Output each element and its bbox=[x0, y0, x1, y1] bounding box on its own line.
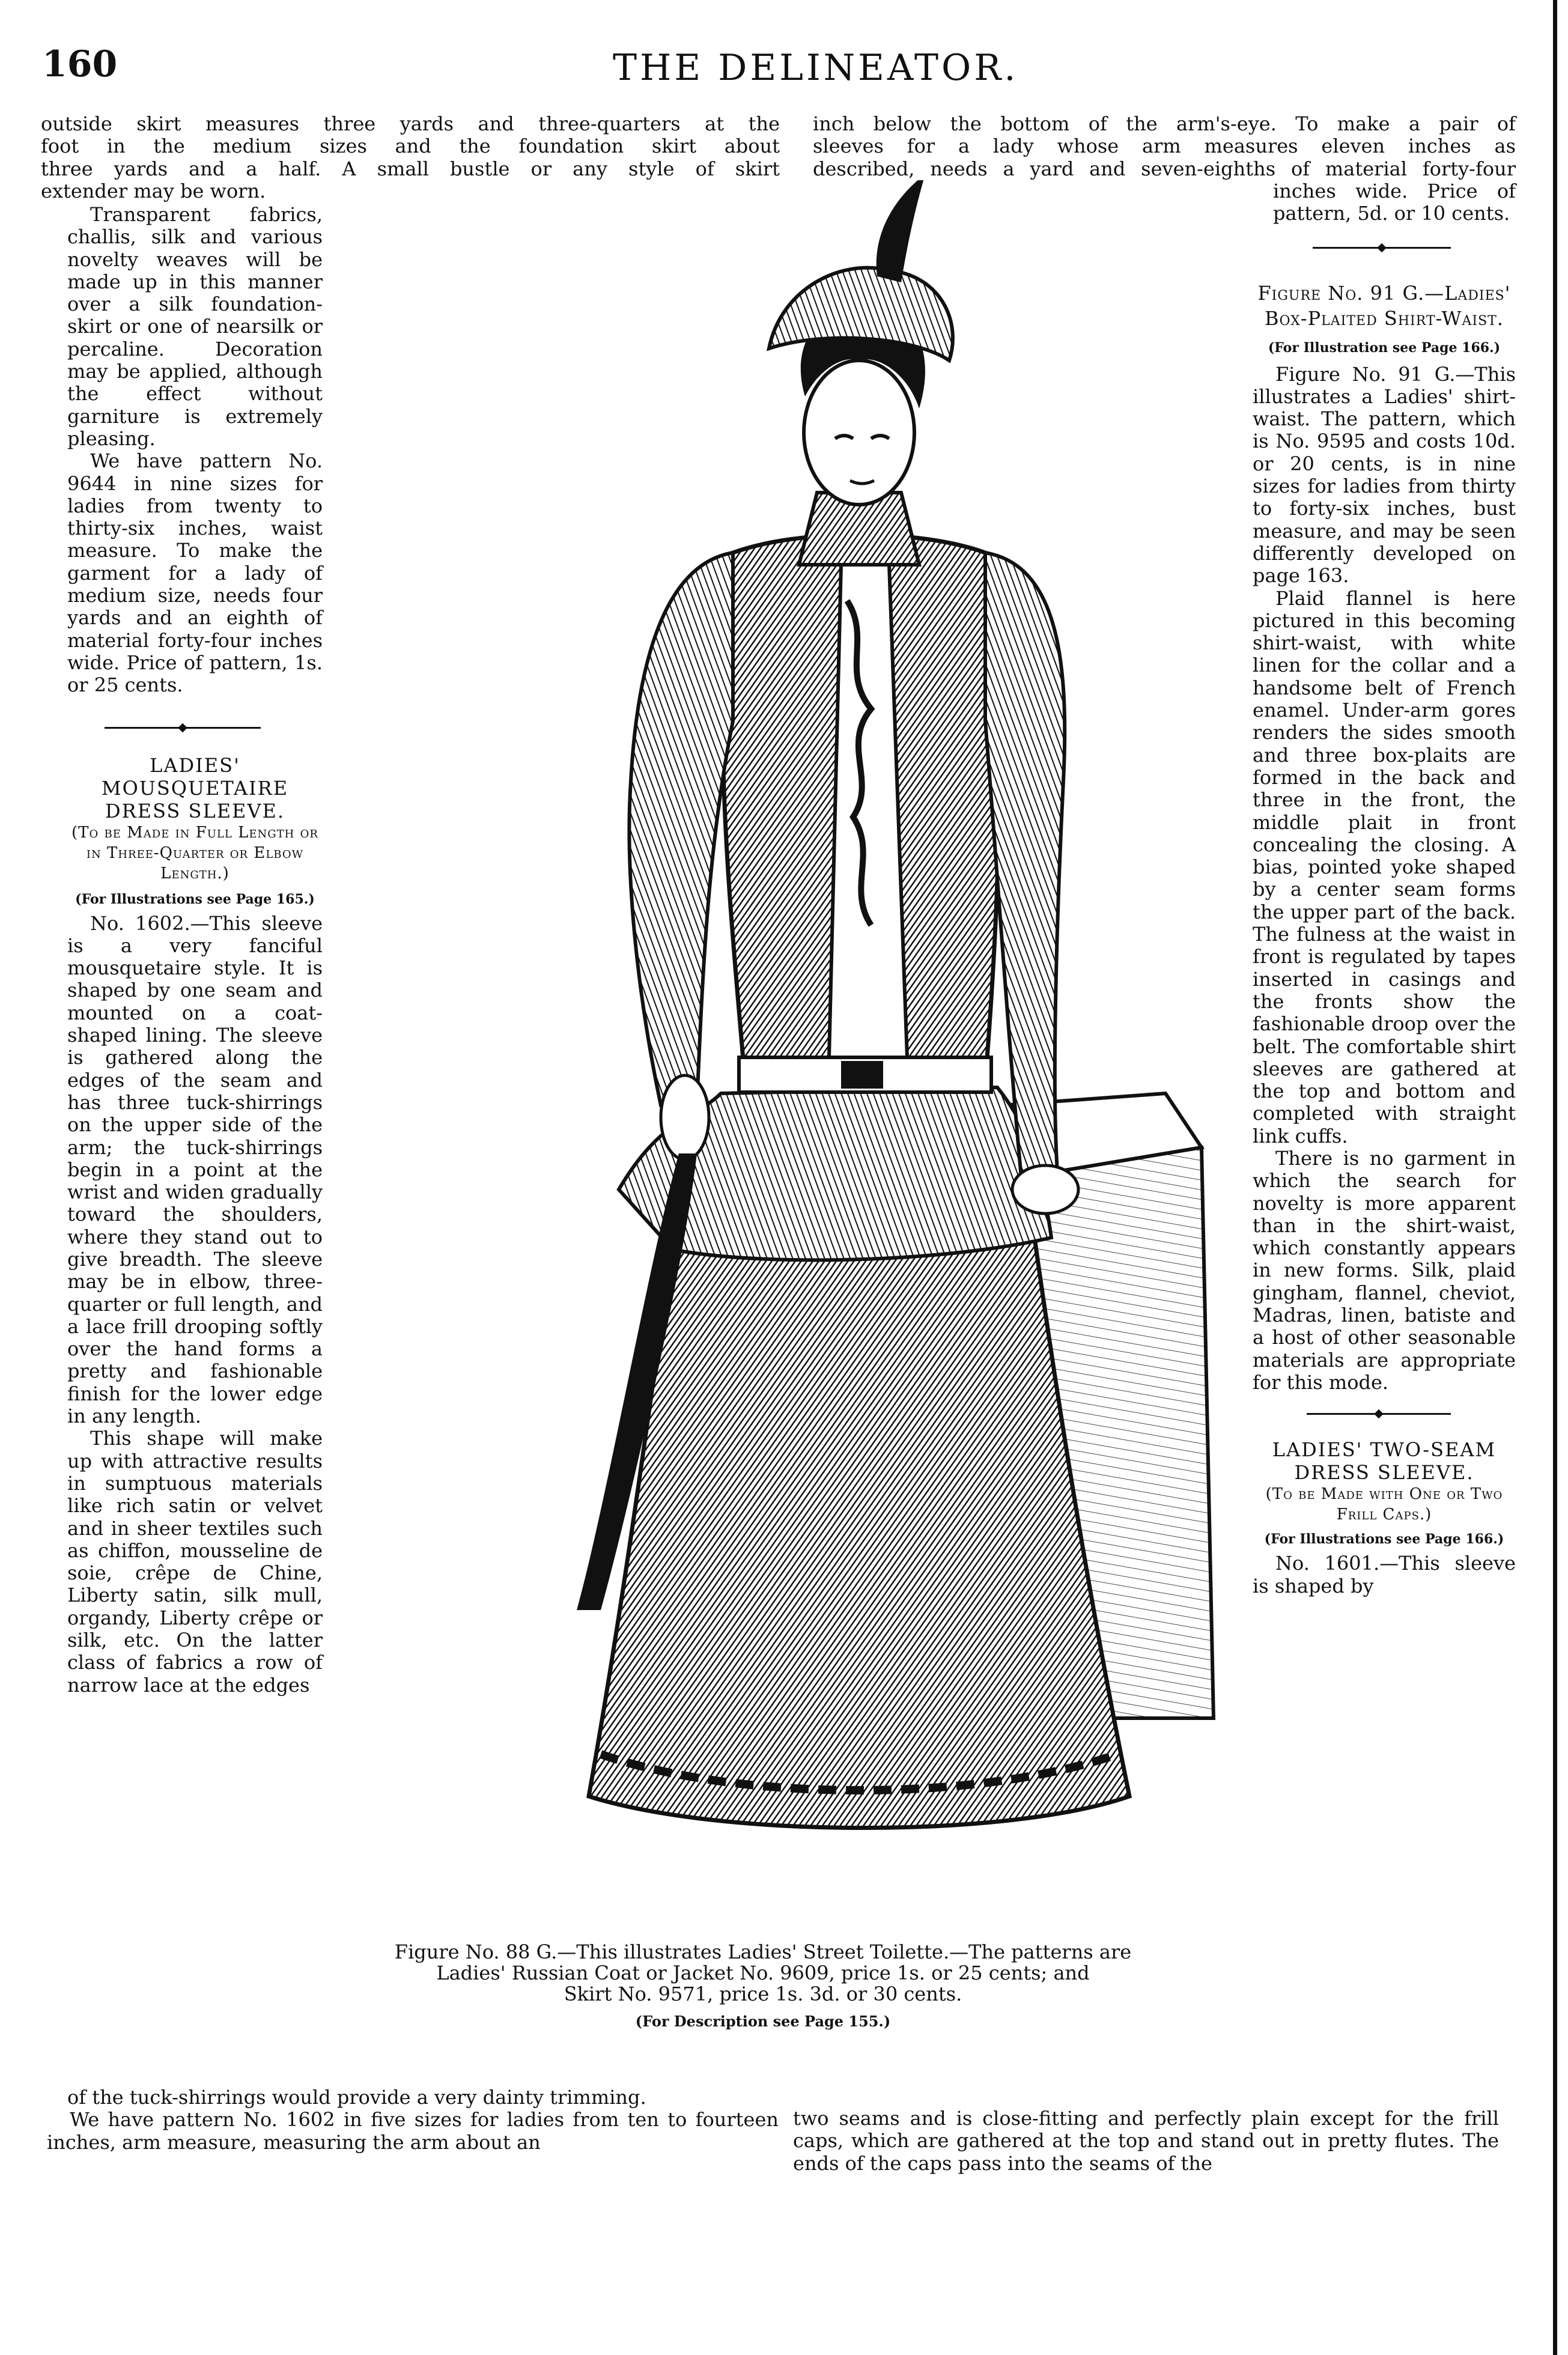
paragraph: We have pattern No. 1602 in five sizes for ladies from ten to fourteen inches, arm measure, measuring the arm about an bbox=[47, 2108, 779, 2154]
paragraph: two seams and is close-fitting and perfectly plain except for the frill caps, which are gathered at the top and stand out in pretty flutes. The ends of the caps pass into the seams of the bbox=[793, 2107, 1499, 2175]
illustration-note: (For Illustration see Page 166.) bbox=[1268, 339, 1501, 356]
fashion-figure-illustration bbox=[348, 180, 1238, 1922]
section-heading: Figure No. 91 G.—Ladies' Box-Plaited Shirt-Waist. bbox=[1257, 281, 1511, 330]
illustration-note: (For Illustrations see Page 165.) bbox=[75, 891, 315, 907]
right-sleeve bbox=[985, 553, 1065, 1178]
paragraph: Transparent fabrics, challis, silk and various novelty weaves will be made up in this manner over a silk foundation-skirt or one of nearsilk or percaline. Decoration may be applied, although the effect without garniture is extremely pleasing. bbox=[67, 203, 323, 450]
section-subheading: (To be Made with One or Two Frill Caps.) bbox=[1265, 1485, 1503, 1524]
caption-line: Skirt No. 9571, price 1s. 3d. or 30 cents. bbox=[564, 1983, 962, 2005]
paragraph: We have pattern No. 9644 in nine sizes for ladies from twenty to thirty-six inches, waist measure. To make the garment for a lady of medium size, needs four yards and an eighth of material forty-four inches wide. Price of pattern, 1s. or 25 cents. bbox=[67, 449, 323, 697]
text-line: described, needs a yard and seven-eighths of material forty-four bbox=[813, 157, 1516, 180]
right-top-lines bbox=[813, 113, 1516, 180]
figure-caption bbox=[360, 1942, 1165, 2032]
ornament-divider bbox=[1253, 225, 1516, 267]
ornament-divider bbox=[67, 697, 323, 742]
belt-buckle bbox=[841, 1061, 883, 1089]
bottom-left-text bbox=[47, 2086, 779, 2154]
section-subheading: (To be Made in Full Length or in Three-Quarter or Elbow Length.) bbox=[71, 823, 318, 883]
illustration-note: (For Description see Page 155.) bbox=[635, 2013, 891, 2030]
running-head: THE DELINEATOR. bbox=[613, 47, 1019, 89]
paragraph: Figure No. 91 G.—This illustrates a Ladies' shirt-waist. The pattern, which is No. 9595 and costs 10d. or 20 cents, is in nine sizes for ladies from thirty to forty-six inches, bust measure, and may be seen differently developed on page 163. bbox=[1253, 362, 1516, 588]
paragraph: inches wide. Price of pattern, 5d. or 10 cents. bbox=[1273, 180, 1516, 225]
section-heading: LADIES' TWO-SEAM DRESS SLEEVE. bbox=[1272, 1438, 1497, 1484]
text-line: foot in the medium sizes and the foundation skirt about bbox=[41, 135, 780, 158]
caption-line: Figure No. 88 G.—This illustrates Ladies' Street Toilette.—The patterns are bbox=[394, 1940, 1132, 1963]
hat-feather bbox=[877, 180, 925, 282]
page-number: 160 bbox=[42, 43, 118, 85]
section-heading: LADIES' MOUSQUETAIRE DRESS SLEEVE. bbox=[101, 753, 289, 822]
right-hand bbox=[1012, 1165, 1078, 1214]
illustration-note: (For Illustrations see Page 166.) bbox=[1264, 1531, 1504, 1548]
scan-edge-rule bbox=[1553, 0, 1557, 2355]
ornament-divider bbox=[1253, 1394, 1516, 1432]
paragraph: This shape will make up with attractive results in sumptuous materials like rich satin or velvet and in sheer textiles such as chiffon, mousseline de soie, crêpe de Chine, Liberty satin, silk mull, organdy, Liberty crêpe or silk, etc. On the latter class of fabrics a row of narrow lace at the edges bbox=[67, 1427, 323, 1697]
right-column bbox=[1253, 180, 1516, 1597]
text-line: three yards and a half. A small bustle or any style of skirt bbox=[41, 157, 780, 180]
paragraph: No. 1602.—This sleeve is a very fanciful mousquetaire style. It is shaped by one seam and mounted on a coat-shaped lining. The sleeve is gathered along the edges of the seam and has three tuck-shirrings on the upper side of the arm; the tuck-shirrings begin in a point at the wrist and widen gradually toward the shoulders, where they stand out to give breadth. The sleeve may be in elbow, three-quarter or full length, and a lace frill drooping softly over the hand forms a pretty and fashionable finish for the lower edge in any length. bbox=[67, 911, 323, 1428]
paragraph: There is no garment in which the search for novelty is more apparent than in the shirt-waist, which constantly appears in new forms. Silk, plaid gingham, flannel, cheviot, Madras, linen, batiste and a host of other seasonable materials are appropriate for this mode. bbox=[1253, 1146, 1516, 1394]
text-line: inch below the bottom of the arm's-eye. To make a pair of bbox=[813, 112, 1516, 135]
left-column bbox=[67, 204, 323, 1697]
left-hand bbox=[661, 1075, 709, 1159]
text-line: of the tuck-shirrings would provide a very dainty trimming. bbox=[67, 2086, 646, 2109]
paragraph: Plaid flannel is here pictured in this becoming shirt-waist, with white linen for the collar and a handsome belt of French enamel. Under-arm gores renders the sides smooth and three box-plaits are formed in the back and three in the front, the middle plait in front concealing the closing. A bias, pointed yoke shaped by a center seam forms the upper part of the back. The fulness at the waist in front is regulated by tapes inserted in casings and the fronts show the fashionable droop over the belt. The comfortable shirt sleeves are gathered at the top and bottom and completed with straight link cuffs. bbox=[1253, 586, 1516, 1147]
left-sleeve bbox=[629, 553, 733, 1105]
text-line: sleeves for a lady whose arm measures eleven inches as bbox=[813, 135, 1516, 158]
caption-line: Ladies' Russian Coat or Jacket No. 9609, price 1s. or 25 cents; and bbox=[436, 1961, 1090, 1984]
bottom-right-text bbox=[793, 2107, 1499, 2175]
text-line: extender may be worn. bbox=[41, 179, 266, 202]
paragraph: No. 1601.—This sleeve is shaped by bbox=[1253, 1552, 1516, 1597]
text-line: outside skirt measures three yards and three-quarters at the bbox=[41, 112, 780, 135]
